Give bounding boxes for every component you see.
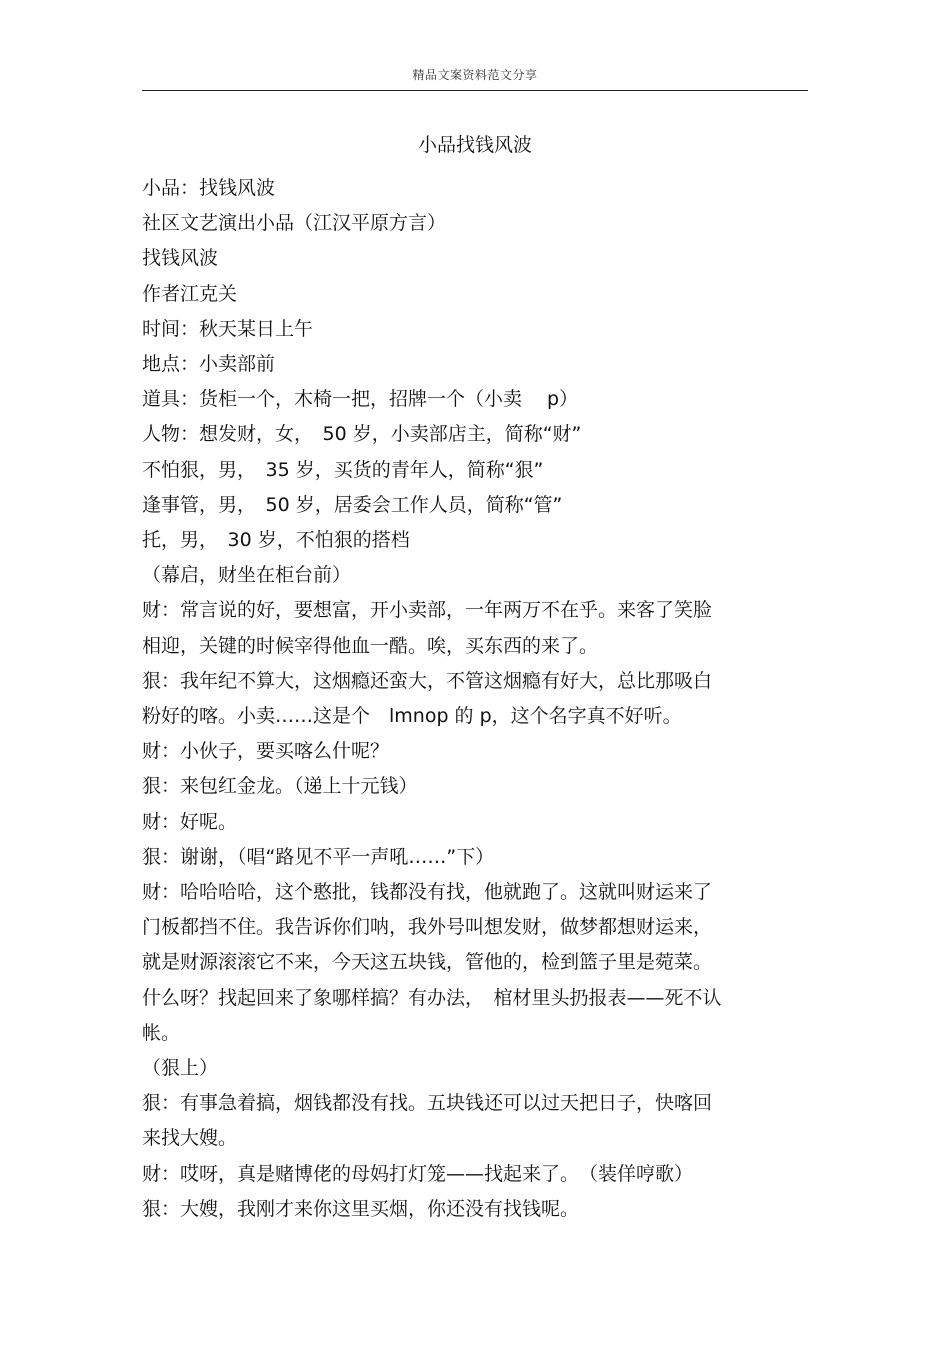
text-line: 狠：来包红金龙。（递上十元钱） (142, 775, 418, 798)
text-line: 门板都挡不住。我告诉你们呐，我外号叫想发财，做梦都想财运来， (142, 916, 713, 939)
text-line: 逢事管，男， 50 岁，居委会工作人员，简称“管” (142, 493, 563, 516)
text-line: 狠：我年纪不算大，这烟瘾还蛮大，不管这烟瘾有好大，总比那吸白 (142, 669, 713, 692)
header-divider (142, 90, 808, 91)
text-line: 财：哈哈哈哈，这个憨批，钱都没有找，他就跑了。这就叫财运来了 (142, 881, 713, 904)
text-line: 不怕狠，男， 35 岁，买货的青年人，简称“狠” (142, 458, 544, 481)
text-line: 帐。 (142, 1021, 181, 1044)
document-title: 小品找钱风波 (417, 134, 532, 156)
text-line: 财：小伙子，要买喀么什呢？ (142, 740, 390, 763)
text-line: 粉好的喀。小卖……这是个 lmnop 的 p，这个名字真不好听。 (142, 705, 682, 728)
text-line: 人物：想发财，女， 50 岁，小卖部店主，简称“财” (142, 423, 582, 446)
text-line: 托，男， 30 岁，不怕狠的搭档 (142, 529, 410, 552)
text-line: 找钱风波 (142, 247, 219, 270)
text-line: 社区文艺演出小品（江汉平原方言） (142, 212, 447, 235)
text-line: 作者江克关 (142, 282, 238, 305)
text-line: 财：哎呀，真是赌博佬的母妈打灯笼——找起来了。 （装佯哼歌） (142, 1162, 694, 1185)
text-line: 财：常言说的好，要想富，开小卖部，一年两万不在乎。来客了笑脸 (142, 599, 713, 622)
text-line: 时间：秋天某日上午 (142, 317, 314, 340)
stage-direction: （狠上） (142, 1057, 219, 1080)
text-line: 小品：找钱风波 (142, 177, 276, 199)
text-line: 地点：小卖部前 (142, 353, 276, 376)
text-line: 相迎，关键的时候宰得他血一酷。唉，买东西的来了。 (142, 634, 599, 657)
text-line: 就是财源滚滚它不来，今天这五块钱，管他的，检到篮子里是菀菜。 (142, 951, 713, 974)
stage-direction: （幕启，财坐在柜台前） (142, 564, 352, 587)
text-line: 道具：货柜一个，木椅一把，招牌一个（小卖 p） (142, 388, 579, 411)
text-line: 来找大嫂。 (142, 1127, 238, 1150)
page-header: 精品文案资料范文分享 (412, 68, 538, 82)
text-line: 什么呀？找起回来了象哪样搞？有办法， 棺材里头扔报表——死不认 (142, 986, 722, 1009)
text-line: 财：好呢。 (142, 810, 238, 833)
text-line: 狠：谢谢，（唱“路见不平一声吼……”下） (142, 845, 495, 868)
text-line: 狠：有事急着搞，烟钱都没有找。五块钱还可以过天把日子，快喀回 (142, 1092, 713, 1115)
text-line: 狠：大嫂，我刚才来你这里买烟，你还没有找钱呢。 (142, 1197, 580, 1220)
document-body (142, 171, 802, 1227)
